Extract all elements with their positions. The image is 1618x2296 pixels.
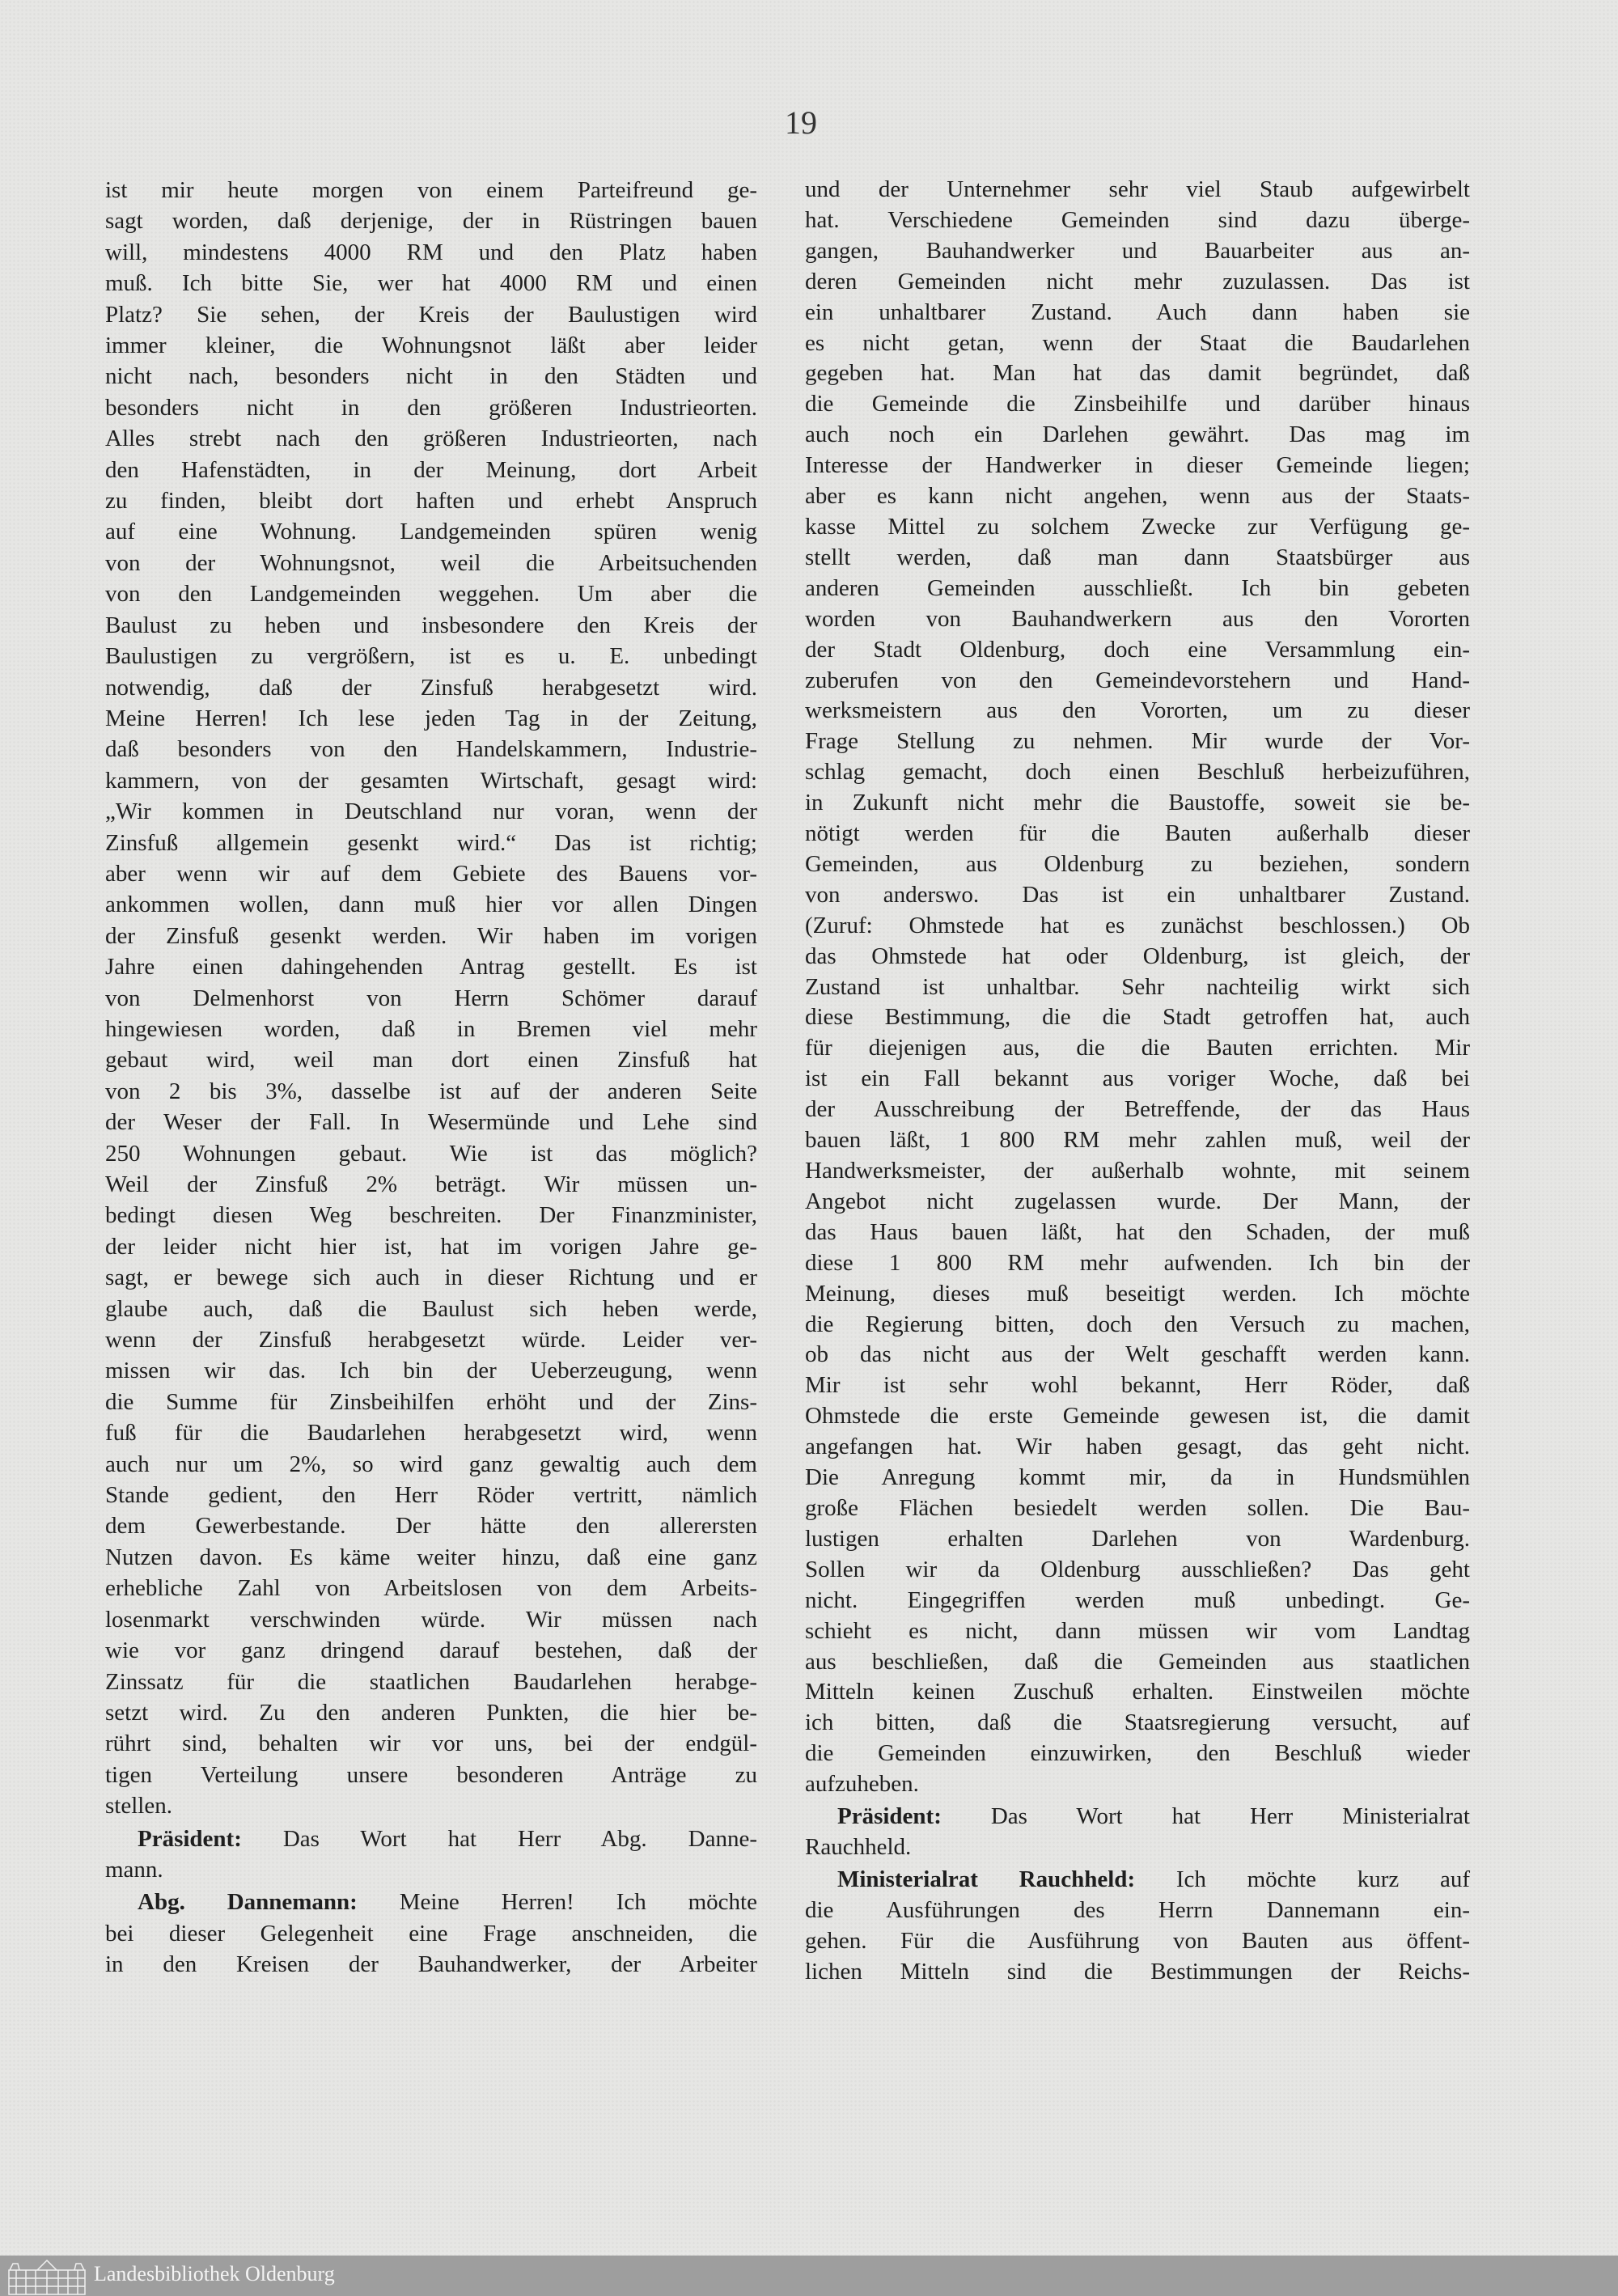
line bbox=[805, 543, 1470, 574]
text-line: dem Gewerbestande. Der hätte den allerersten bbox=[105, 1513, 757, 1540]
text-line: das Ohmstede hat oder Oldenburg, ist gleich, der bbox=[805, 943, 1470, 969]
text-line: Nutzen davon. Es käme weiter hinzu, daß eine ganz bbox=[105, 1544, 757, 1570]
text-line: deren Gemeinden nicht mehr zuzulassen. Das ist bbox=[805, 268, 1470, 294]
text-line: Baulust zu heben und insbesondere den Kreis der bbox=[105, 612, 757, 638]
line bbox=[105, 392, 757, 423]
line bbox=[105, 1887, 757, 1917]
line bbox=[805, 1064, 1470, 1095]
text-line: Jahre einen dahingehenden Antrag gestellt. Es ist bbox=[105, 954, 757, 981]
line bbox=[105, 1573, 757, 1603]
line bbox=[805, 1125, 1470, 1156]
line bbox=[105, 1014, 757, 1044]
text-line: die Regierung bitten, doch den Versuch zu machen, bbox=[805, 1311, 1470, 1337]
text-line: hingewiesen worden, daß in Bremen viel mehr bbox=[105, 1015, 757, 1042]
text-line: Weil der Zinsfuß 2% beträgt. Wir müssen un- bbox=[105, 1171, 757, 1197]
line bbox=[805, 1463, 1470, 1493]
text-line: stellt werden, daß man dann Staatsbürger aus bbox=[805, 544, 1470, 570]
text-line: den Hafenstädten, in der Meinung, dort Arbeit bbox=[105, 456, 757, 483]
line bbox=[805, 1095, 1470, 1125]
line bbox=[105, 889, 757, 920]
line bbox=[105, 1262, 757, 1293]
text-line: missen wir das. Ich bin der Ueberzeugung, wenn bbox=[105, 1358, 757, 1384]
line bbox=[805, 1279, 1470, 1310]
line bbox=[805, 1896, 1470, 1926]
line bbox=[805, 1739, 1470, 1769]
text-line: immer kleiner, die Wohnungsnot läßt aber leider bbox=[105, 333, 757, 359]
text-line: Das Wort hat Herr Ministerialrat bbox=[941, 1803, 1470, 1830]
line bbox=[105, 1728, 757, 1759]
text-line: Rauchheld. bbox=[805, 1833, 912, 1860]
text-line: aus beschließen, daß die Gemeinden aus staatlichen bbox=[805, 1648, 1470, 1675]
speech-paragraph bbox=[105, 1887, 757, 1980]
line bbox=[805, 972, 1470, 1003]
text-line: in den Kreisen der Bauhandwerker, der Arbeiter bbox=[105, 1951, 757, 1978]
text-line: es nicht getan, wenn der Staat die Baudarlehen bbox=[805, 329, 1470, 356]
line bbox=[805, 175, 1470, 205]
line bbox=[105, 175, 757, 205]
line bbox=[805, 1218, 1470, 1248]
text-line: Alles strebt nach den größeren Industrieorten, nach bbox=[105, 426, 757, 452]
text-line: der leider nicht hier ist, hat im vorigen Jahre ge- bbox=[105, 1233, 757, 1260]
text-line: von der Wohnungsnot, weil die Arbeitsuchenden bbox=[105, 549, 757, 576]
text-line: von Delmenhorst von Herrn Schömer darauf bbox=[105, 985, 757, 1011]
text-line: Meine Herren! Ich lese jeden Tag in der Zeitung, bbox=[105, 705, 757, 731]
line bbox=[805, 1802, 1470, 1832]
line bbox=[105, 268, 757, 299]
text-line: kammern, von der gesamten Wirtschaft, gesagt wird: bbox=[105, 767, 757, 794]
text-line: zuberufen von den Gemeindevorstehern und Hand- bbox=[805, 667, 1470, 693]
text-line: lichen Mitteln sind die Bestimmungen der Reichs- bbox=[805, 1958, 1470, 1985]
line bbox=[805, 1401, 1470, 1432]
text-line: aber wenn wir auf dem Gebiete des Bauens vor- bbox=[105, 860, 757, 887]
speaker-name: Präsident: bbox=[138, 1825, 242, 1852]
text-line: Das Wort hat Herr Abg. Danne- bbox=[241, 1825, 757, 1852]
text-line: schieht es nicht, dann müssen wir vom Landtag bbox=[805, 1617, 1470, 1644]
text-line: für diejenigen aus, die die Bauten errichten. Mir bbox=[805, 1035, 1470, 1061]
line bbox=[105, 1918, 757, 1949]
line bbox=[805, 1769, 1470, 1800]
line bbox=[105, 951, 757, 982]
text-line: zu finden, bleibt dort haften und erhebt Anspruch bbox=[105, 488, 757, 515]
line bbox=[805, 328, 1470, 359]
line bbox=[805, 604, 1470, 635]
line bbox=[805, 389, 1470, 420]
text-line: Ohmstede die erste Gemeinde gewesen ist, die damit bbox=[805, 1403, 1470, 1430]
text-line: bedingt diesen Weg beschreiten. Der Finanzminister, bbox=[105, 1202, 757, 1229]
text-line: auch nur um 2%, so wird ganz gewaltig auch dem bbox=[105, 1451, 757, 1477]
text-line: muß. Ich bitte Sie, wer hat 4000 RM und einen bbox=[105, 270, 757, 297]
text-line: Mir ist sehr wohl bekannt, Herr Röder, daß bbox=[805, 1372, 1470, 1399]
line bbox=[805, 880, 1470, 911]
text-line: diese 1 800 RM mehr aufwenden. Ich bin der bbox=[805, 1249, 1470, 1276]
line bbox=[105, 455, 757, 485]
text-line: Die Anregung kommt mir, da in Hundsmühlen bbox=[805, 1464, 1470, 1491]
line bbox=[105, 1824, 757, 1854]
line bbox=[105, 1790, 757, 1821]
line bbox=[805, 205, 1470, 236]
text-line: will, mindestens 4000 RM und den Platz haben bbox=[105, 239, 757, 265]
line bbox=[105, 1200, 757, 1231]
text-line: werksmeistern aus den Vororten, um zu dieser bbox=[805, 697, 1470, 724]
speaker-name: Abg. Dannemann: bbox=[138, 1889, 358, 1916]
text-line: sagt worden, daß derjenige, der in Rüstringen bauen bbox=[105, 208, 757, 235]
line bbox=[105, 921, 757, 951]
line bbox=[105, 1635, 757, 1666]
line bbox=[105, 734, 757, 765]
line bbox=[105, 1449, 757, 1480]
text-line: Frage Stellung zu nehmen. Mir wurde der Vor- bbox=[805, 728, 1470, 755]
text-line: (Zuruf: Ohmstede hat es zunächst beschlossen.) Ob bbox=[805, 912, 1470, 938]
text-line: Ich möchte kurz auf bbox=[1135, 1866, 1471, 1892]
text-line: Handwerksmeister, der außerhalb wohnte, mit seinem bbox=[805, 1158, 1470, 1184]
text-line: setzt wird. Zu den anderen Punkten, die hier be- bbox=[105, 1699, 757, 1726]
line bbox=[105, 765, 757, 796]
line bbox=[105, 1542, 757, 1573]
text-line: gebaut wird, weil man dort einen Zinsfuß hat bbox=[105, 1047, 757, 1074]
line bbox=[105, 485, 757, 516]
line bbox=[105, 1169, 757, 1200]
text-line: Zinsfuß allgemein gesenkt wird.“ Das ist richtig; bbox=[105, 829, 757, 856]
speech-paragraph bbox=[805, 1865, 1470, 1988]
line bbox=[805, 788, 1470, 819]
text-line: mann. bbox=[105, 1856, 163, 1883]
line bbox=[805, 481, 1470, 512]
line bbox=[805, 420, 1470, 451]
speech-paragraph bbox=[805, 1802, 1470, 1863]
line bbox=[105, 672, 757, 703]
text-line: erhebliche Zahl von Arbeitslosen von dem Arbeits- bbox=[105, 1575, 757, 1602]
line bbox=[805, 1033, 1470, 1064]
line bbox=[805, 574, 1470, 604]
line bbox=[805, 942, 1470, 972]
text-line: die Gemeinde die Zinsbeihilfe und darüber hinaus bbox=[805, 391, 1470, 417]
line bbox=[805, 757, 1470, 788]
paragraph bbox=[805, 175, 1470, 1800]
text-line: auf eine Wohnung. Landgemeinden spüren wenig bbox=[105, 519, 757, 545]
text-line: nötigt werden für die Bauten außerhalb dieser bbox=[805, 820, 1470, 847]
line bbox=[805, 819, 1470, 849]
text-line: ein unhaltbarer Zustand. Auch dann haben sie bbox=[805, 299, 1470, 325]
line bbox=[805, 1957, 1470, 1988]
text-line: wenn der Zinsfuß herabgesetzt würde. Leider ver- bbox=[105, 1327, 757, 1353]
line bbox=[105, 516, 757, 547]
line bbox=[805, 1310, 1470, 1341]
text-line: losenmarkt verschwinden würde. Wir müssen nach bbox=[105, 1606, 757, 1633]
text-line: in Zukunft nicht mehr die Baustoffe, soweit sie be- bbox=[805, 790, 1470, 816]
line bbox=[105, 828, 757, 858]
line bbox=[805, 1524, 1470, 1555]
text-column-left bbox=[105, 175, 757, 1982]
text-line: Meine Herren! Ich möchte bbox=[357, 1889, 757, 1916]
line bbox=[105, 423, 757, 454]
line bbox=[805, 1926, 1470, 1957]
text-line: Interesse der Handwerker in dieser Gemeinde liegen; bbox=[805, 452, 1470, 479]
text-line: gangen, Bauhandwerker und Bauarbeiter aus an- bbox=[805, 237, 1470, 264]
line bbox=[105, 1355, 757, 1386]
text-line: die Summe für Zinsbeihilfen erhöht und der Zins- bbox=[105, 1388, 757, 1415]
text-line: nicht. Eingegriffen werden muß unbedingt. Ge- bbox=[805, 1586, 1470, 1613]
text-line: die Ausführungen des Herrn Dannemann ein- bbox=[805, 1896, 1470, 1923]
line bbox=[805, 1616, 1470, 1647]
line bbox=[105, 1076, 757, 1107]
text-line: wie vor ganz dringend darauf bestehen, daß der bbox=[105, 1637, 757, 1664]
text-line: Meinung, dieses muß beseitigt werden. Ich möchte bbox=[805, 1280, 1470, 1307]
text-line: von den Landgemeinden weggehen. Um aber die bbox=[105, 581, 757, 608]
text-line: bei dieser Gelegenheit eine Frage anschneiden, die bbox=[105, 1920, 757, 1947]
line bbox=[805, 1340, 1470, 1370]
line bbox=[805, 1370, 1470, 1401]
line bbox=[805, 1248, 1470, 1279]
text-line: sagt, er bewege sich auch in dieser Richtung und er bbox=[105, 1264, 757, 1291]
text-line: Angebot nicht zugelassen wurde. Der Mann, der bbox=[805, 1188, 1470, 1214]
text-line: gehen. Für die Ausführung von Bauten aus öffent- bbox=[805, 1927, 1470, 1954]
library-building-logo-icon bbox=[6, 2259, 87, 2296]
text-line: von 2 bis 3%, dasselbe ist auf der anderen Seite bbox=[105, 1078, 757, 1104]
line bbox=[805, 727, 1470, 757]
text-line: Zustand ist unhaltbar. Sehr nachteilig wirkt sich bbox=[805, 973, 1470, 1000]
line bbox=[105, 1949, 757, 1980]
line bbox=[805, 1586, 1470, 1616]
text-line: der Weser der Fall. In Wesermünde und Lehe sind bbox=[105, 1109, 757, 1136]
text-column-right bbox=[805, 175, 1470, 1989]
line bbox=[105, 610, 757, 641]
text-line: Stande gedient, den Herr Röder vertritt, nämlich bbox=[105, 1482, 757, 1509]
text-line: der Ausschreibung der Betreffende, der das Haus bbox=[805, 1096, 1470, 1123]
line bbox=[805, 849, 1470, 880]
text-line: diese Bestimmung, die die Stadt getroffen hat, auch bbox=[805, 1004, 1470, 1031]
line bbox=[105, 1760, 757, 1790]
library-name: Landesbibliothek Oldenburg bbox=[94, 2262, 335, 2285]
line bbox=[105, 237, 757, 268]
line bbox=[805, 267, 1470, 298]
text-line: aufzuheben. bbox=[805, 1771, 919, 1798]
line bbox=[805, 298, 1470, 328]
line bbox=[805, 635, 1470, 666]
text-line: auch noch ein Darlehen gewährt. Das mag im bbox=[805, 421, 1470, 448]
text-line: Zinssatz für die staatlichen Baudarlehen herabge- bbox=[105, 1668, 757, 1695]
line bbox=[805, 1432, 1470, 1463]
line bbox=[105, 1667, 757, 1697]
text-line: gegeben hat. Man hat das damit begründet, daß bbox=[805, 360, 1470, 387]
line bbox=[105, 1107, 757, 1137]
line bbox=[105, 1604, 757, 1635]
text-line: hat. Verschiedene Gemeinden sind dazu überge- bbox=[805, 206, 1470, 233]
text-line: nicht nach, besonders nicht in den Städten und bbox=[105, 363, 757, 390]
text-line: lustigen erhalten Darlehen von Wardenburg. bbox=[805, 1525, 1470, 1552]
text-line: und der Unternehmer sehr viel Staub aufgewirbelt bbox=[805, 176, 1470, 202]
text-line: ob das nicht aus der Welt geschafft werden kann. bbox=[805, 1341, 1470, 1368]
page-number: 19 bbox=[785, 104, 817, 141]
text-line: Gemeinden, aus Oldenburg zu beziehen, sondern bbox=[805, 850, 1470, 877]
text-line: glaube auch, daß die Baulust sich heben werde, bbox=[105, 1295, 757, 1322]
line bbox=[105, 299, 757, 330]
line bbox=[105, 548, 757, 578]
line bbox=[105, 1044, 757, 1075]
line bbox=[105, 578, 757, 609]
line bbox=[105, 1697, 757, 1728]
text-line: bauen läßt, 1 800 RM mehr zahlen muß, weil der bbox=[805, 1127, 1470, 1154]
line bbox=[105, 641, 757, 671]
text-line: 250 Wohnungen gebaut. Wie ist das möglich? bbox=[105, 1140, 757, 1167]
text-line: angefangen hat. Wir haben gesagt, das geht nicht. bbox=[805, 1434, 1470, 1460]
line bbox=[805, 696, 1470, 727]
text-line: tigen Verteilung unsere besonderen Anträge zu bbox=[105, 1761, 757, 1788]
line bbox=[105, 796, 757, 827]
line bbox=[805, 1708, 1470, 1739]
line bbox=[805, 1647, 1470, 1678]
line bbox=[105, 1854, 757, 1885]
line bbox=[805, 666, 1470, 697]
text-line: anderen Gemeinden ausschließt. Ich bin gebeten bbox=[805, 574, 1470, 601]
text-line: stellen. bbox=[105, 1793, 172, 1819]
line bbox=[105, 1510, 757, 1541]
text-line: kasse Mittel zu solchem Zwecke zur Verfügung ge- bbox=[805, 513, 1470, 540]
line bbox=[105, 361, 757, 392]
text-line: rührt sind, behalten wir vor uns, bei der endgül- bbox=[105, 1730, 757, 1757]
text-line: der Zinsfuß gesenkt werden. Wir haben im vorigen bbox=[105, 922, 757, 949]
text-line: ankommen wollen, dann muß hier vor allen Dingen bbox=[105, 892, 757, 918]
line bbox=[105, 1138, 757, 1169]
speech-paragraph bbox=[105, 1824, 757, 1886]
line bbox=[805, 1187, 1470, 1218]
text-line: aber es kann nicht angehen, wenn aus der Staats- bbox=[805, 483, 1470, 510]
line bbox=[105, 330, 757, 361]
line bbox=[105, 983, 757, 1014]
line bbox=[105, 703, 757, 734]
text-line: das Haus bauen läßt, hat den Schaden, der muß bbox=[805, 1218, 1470, 1245]
text-line: der Stadt Oldenburg, doch eine Versammlung ein- bbox=[805, 636, 1470, 663]
text-line: notwendig, daß der Zinsfuß herabgesetzt wird. bbox=[105, 674, 757, 701]
line bbox=[805, 1865, 1470, 1896]
speaker-name: Ministerialrat Rauchheld: bbox=[837, 1866, 1136, 1892]
text-line: ist mir heute morgen von einem Parteifreund ge- bbox=[105, 177, 757, 203]
text-line: fuß für die Baudarlehen herabgesetzt wird, wenn bbox=[105, 1420, 757, 1447]
text-line: „Wir kommen in Deutschland nur voran, wenn der bbox=[105, 799, 757, 825]
line bbox=[805, 1493, 1470, 1524]
line bbox=[105, 1294, 757, 1324]
line bbox=[805, 1002, 1470, 1033]
text-line: Mitteln keinen Zuschuß erhalten. Einstweilen möchte bbox=[805, 1679, 1470, 1705]
line bbox=[105, 1480, 757, 1510]
line bbox=[805, 911, 1470, 942]
text-line: Sollen wir da Oldenburg ausschließen? Das geht bbox=[805, 1556, 1470, 1582]
paragraph bbox=[105, 175, 757, 1822]
library-footer-bar bbox=[0, 2256, 1618, 2296]
text-line: die Gemeinden einzuwirken, den Beschluß wieder bbox=[805, 1740, 1470, 1767]
text-line: ist ein Fall bekannt aus voriger Woche, daß bei bbox=[805, 1065, 1470, 1092]
speaker-name: Präsident: bbox=[837, 1803, 942, 1830]
line bbox=[105, 1231, 757, 1262]
text-line: daß besonders von den Handelskammern, Industrie- bbox=[105, 736, 757, 763]
text-line: Baulustigen zu vergrößern, ist es u. E. unbedingt bbox=[105, 643, 757, 670]
line bbox=[105, 1324, 757, 1355]
text-line: Platz? Sie sehen, der Kreis der Baulustigen wird bbox=[105, 301, 757, 328]
text-line: ich bitten, daß die Staatsregierung versucht, auf bbox=[805, 1709, 1470, 1736]
text-line: von anderswo. Das ist ein unhaltbarer Zustand. bbox=[805, 881, 1470, 908]
line bbox=[805, 1677, 1470, 1708]
line bbox=[105, 1387, 757, 1417]
line bbox=[805, 1555, 1470, 1586]
text-line: große Flächen besiedelt werden sollen. Die Bau- bbox=[805, 1494, 1470, 1521]
line bbox=[105, 1417, 757, 1448]
line bbox=[805, 512, 1470, 543]
line bbox=[105, 205, 757, 236]
line bbox=[805, 1156, 1470, 1187]
text-line: besonders nicht in den größeren Industrieorten. bbox=[105, 394, 757, 421]
line bbox=[105, 858, 757, 889]
line bbox=[805, 236, 1470, 267]
text-line: worden von Bauhandwerkern aus den Vororten bbox=[805, 605, 1470, 632]
line bbox=[805, 1832, 1470, 1863]
line bbox=[805, 358, 1470, 389]
line bbox=[805, 451, 1470, 481]
text-line: schlag gemacht, doch einen Beschluß herbeizuführen, bbox=[805, 759, 1470, 786]
